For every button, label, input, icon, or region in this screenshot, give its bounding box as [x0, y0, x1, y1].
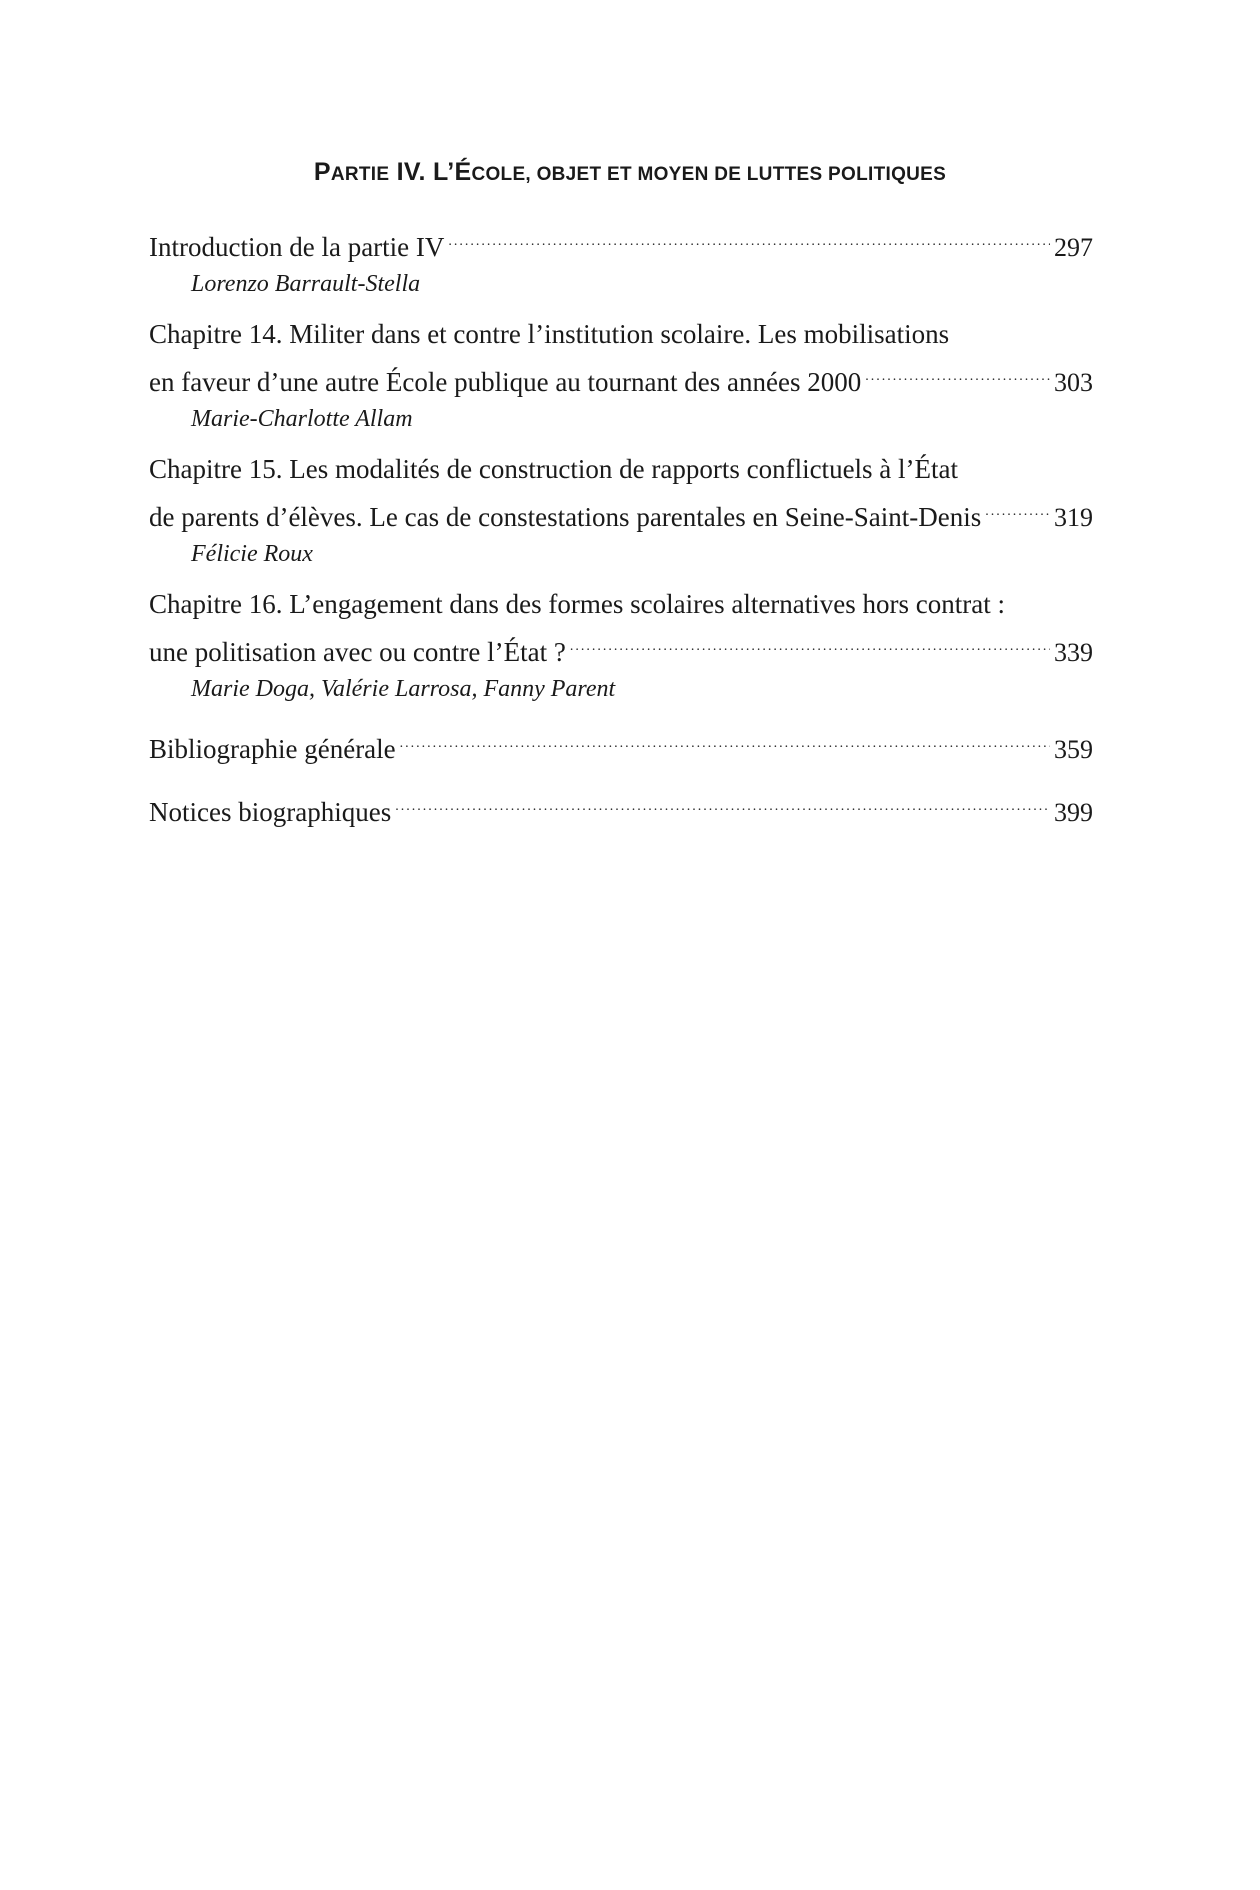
part-heading-prefix-cap: P — [313, 158, 331, 186]
part-heading — [150, 158, 1110, 187]
toc-entry-author: Marie Doga, Valérie Larrosa, Fanny Parent — [191, 676, 616, 702]
toc-entry-title-first-line: Chapitre 16. L’engagement dans des formes scolaires alternatives hors contrat : — [149, 589, 1005, 619]
toc-entry-author: Marie-Charlotte Allam — [191, 406, 413, 432]
dot-leader — [448, 218, 1050, 256]
dot-leader — [985, 488, 1050, 526]
toc-entry-author: Lorenzo Barrault-Stella — [191, 271, 421, 297]
dot-leader — [865, 353, 1050, 391]
toc-entry-chapter-15[interactable] — [149, 450, 1093, 571]
toc-entry-title-row — [149, 720, 1093, 769]
part-heading-prefix-rest: ARTIE — [330, 164, 390, 185]
toc-entry-title-first-line: Chapitre 15. Les modalités de construction de rapports conflictuels à l’État — [149, 454, 959, 484]
toc-entry-title: en faveur d’une autre École publique au tournant des années 2000 — [149, 367, 862, 397]
toc-entry-page: 399 — [1054, 798, 1093, 827]
part-heading-lead-rest: COLE, OBJET ET MOYEN DE LUTTES POLITIQUES — [471, 164, 947, 185]
part-heading-numeral: IV. — [396, 158, 426, 186]
toc-entry-page: 319 — [1054, 503, 1093, 532]
dot-leader — [395, 783, 1050, 821]
toc-entry-title: de parents d’élèves. Le cas de constestations parentales en Seine-Saint-Denis — [149, 502, 982, 532]
toc-entry-biographical-notes[interactable] — [149, 783, 1093, 832]
toc-entry-chapter-14[interactable] — [149, 315, 1093, 436]
toc-entry-title-row — [149, 488, 1093, 537]
dot-leader — [400, 720, 1050, 758]
toc-entry-title: Bibliographie générale — [149, 734, 396, 764]
toc-entry-page: 297 — [1054, 233, 1093, 262]
toc-entry-title-row — [149, 353, 1093, 402]
toc-entry-title: Introduction de la partie IV — [149, 232, 445, 262]
toc-entry-title: une politisation avec ou contre l’État ? — [149, 637, 566, 667]
toc-entry-page: 339 — [1054, 638, 1093, 667]
toc-entry-author: Félicie Roux — [191, 541, 313, 567]
toc-entry-title-row — [149, 218, 1093, 267]
toc-entry-title-first-line: Chapitre 14. Militer dans et contre l’institution scolaire. Les mobilisations — [149, 319, 950, 349]
toc-entry-page: 359 — [1054, 735, 1093, 764]
toc-entry-chapter-16[interactable] — [149, 585, 1093, 706]
toc-entry-title-row — [149, 623, 1093, 672]
table-of-contents — [149, 218, 1093, 846]
toc-entry-title-row — [149, 783, 1093, 832]
toc-entry-title: Notices biographiques — [149, 797, 392, 827]
toc-entry-introduction[interactable] — [149, 218, 1093, 301]
dot-leader — [570, 623, 1050, 661]
toc-entry-page: 303 — [1054, 368, 1093, 397]
part-heading-lead-cap: L’É — [433, 158, 472, 186]
toc-entry-bibliography[interactable] — [149, 720, 1093, 769]
